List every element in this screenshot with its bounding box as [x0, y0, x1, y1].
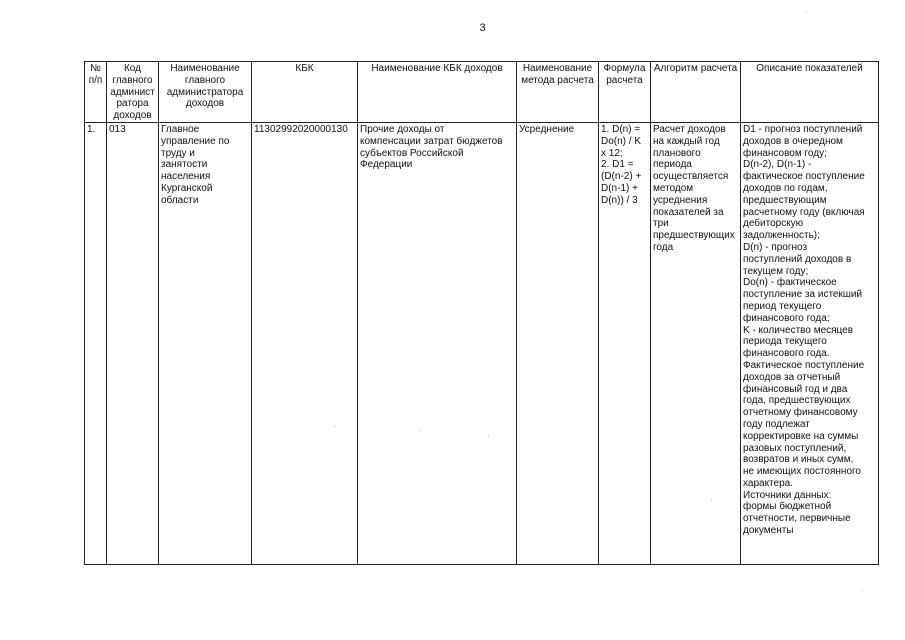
cell-admin-name: Главное управление по труду и занятости населения Курганской области: [159, 122, 252, 564]
header-kbk-name: Наименование КБК доходов: [358, 62, 517, 123]
cell-formula: 1. D(n) = Do(n) / K x 12; 2. D1 = (D(n-2) + D(n-1) + D(n)) / 3: [599, 122, 651, 564]
scan-speck: [805, 12, 806, 13]
scan-speck: [335, 426, 336, 427]
page-number: 3: [479, 22, 486, 34]
cell-description: D1 - прогноз поступлений доходов в очередном финансовом году; D(n-2), D(n-1) - фактическое поступление доходов по годам, предшествующим расчетному году (включая дебиторскую задолженность); D(n) - прогноз поступлений доходов в текущем году; Do(n) - фактическое поступление за истекший период текущего финансового года; K - количество месяцев периода текущего финансового года. Фактическое поступление доходов за отчетный финансовый год и два года, предшествующих отчетному финансовому году подлежат корректировке на суммы разовых поступлений, возвратов и иных сумм, не имеющих постоянного характера. Источники данных: формы бюджетной отчетности, первичные документы: [741, 122, 879, 564]
income-forecast-table: [84, 61, 879, 565]
header-admin-code: Код главного админист ратора доходов: [107, 62, 159, 123]
table-header-row: [85, 62, 879, 123]
scan-speck: [711, 500, 712, 501]
header-admin-name: Наименование главного администратора доходов: [159, 62, 252, 123]
cell-admin-code: 013: [107, 122, 159, 564]
scan-speck: [488, 436, 489, 437]
cell-kbk: 11302992020000130: [252, 122, 358, 564]
cell-algorithm: Расчет доходов на каждый год планового периода осуществляется методом усреднения показателей за три предшествующих года: [651, 122, 741, 564]
header-description: Описание показателей: [741, 62, 879, 123]
cell-number: 1.: [85, 122, 107, 564]
header-number: № п/п: [85, 62, 107, 123]
header-formula: Формула расчета: [599, 62, 651, 123]
scan-speck: [419, 430, 420, 431]
header-kbk: КБК: [252, 62, 358, 123]
scan-speck: [862, 590, 863, 591]
table-row: [85, 122, 879, 564]
cell-kbk-name: Прочие доходы от компенсации затрат бюджетов субъектов Российской Федерации: [358, 122, 517, 564]
header-algorithm: Алгоритм расчета: [651, 62, 741, 123]
cell-method-name: Усреднение: [517, 122, 599, 564]
header-method-name: Наименование метода расчета: [517, 62, 599, 123]
